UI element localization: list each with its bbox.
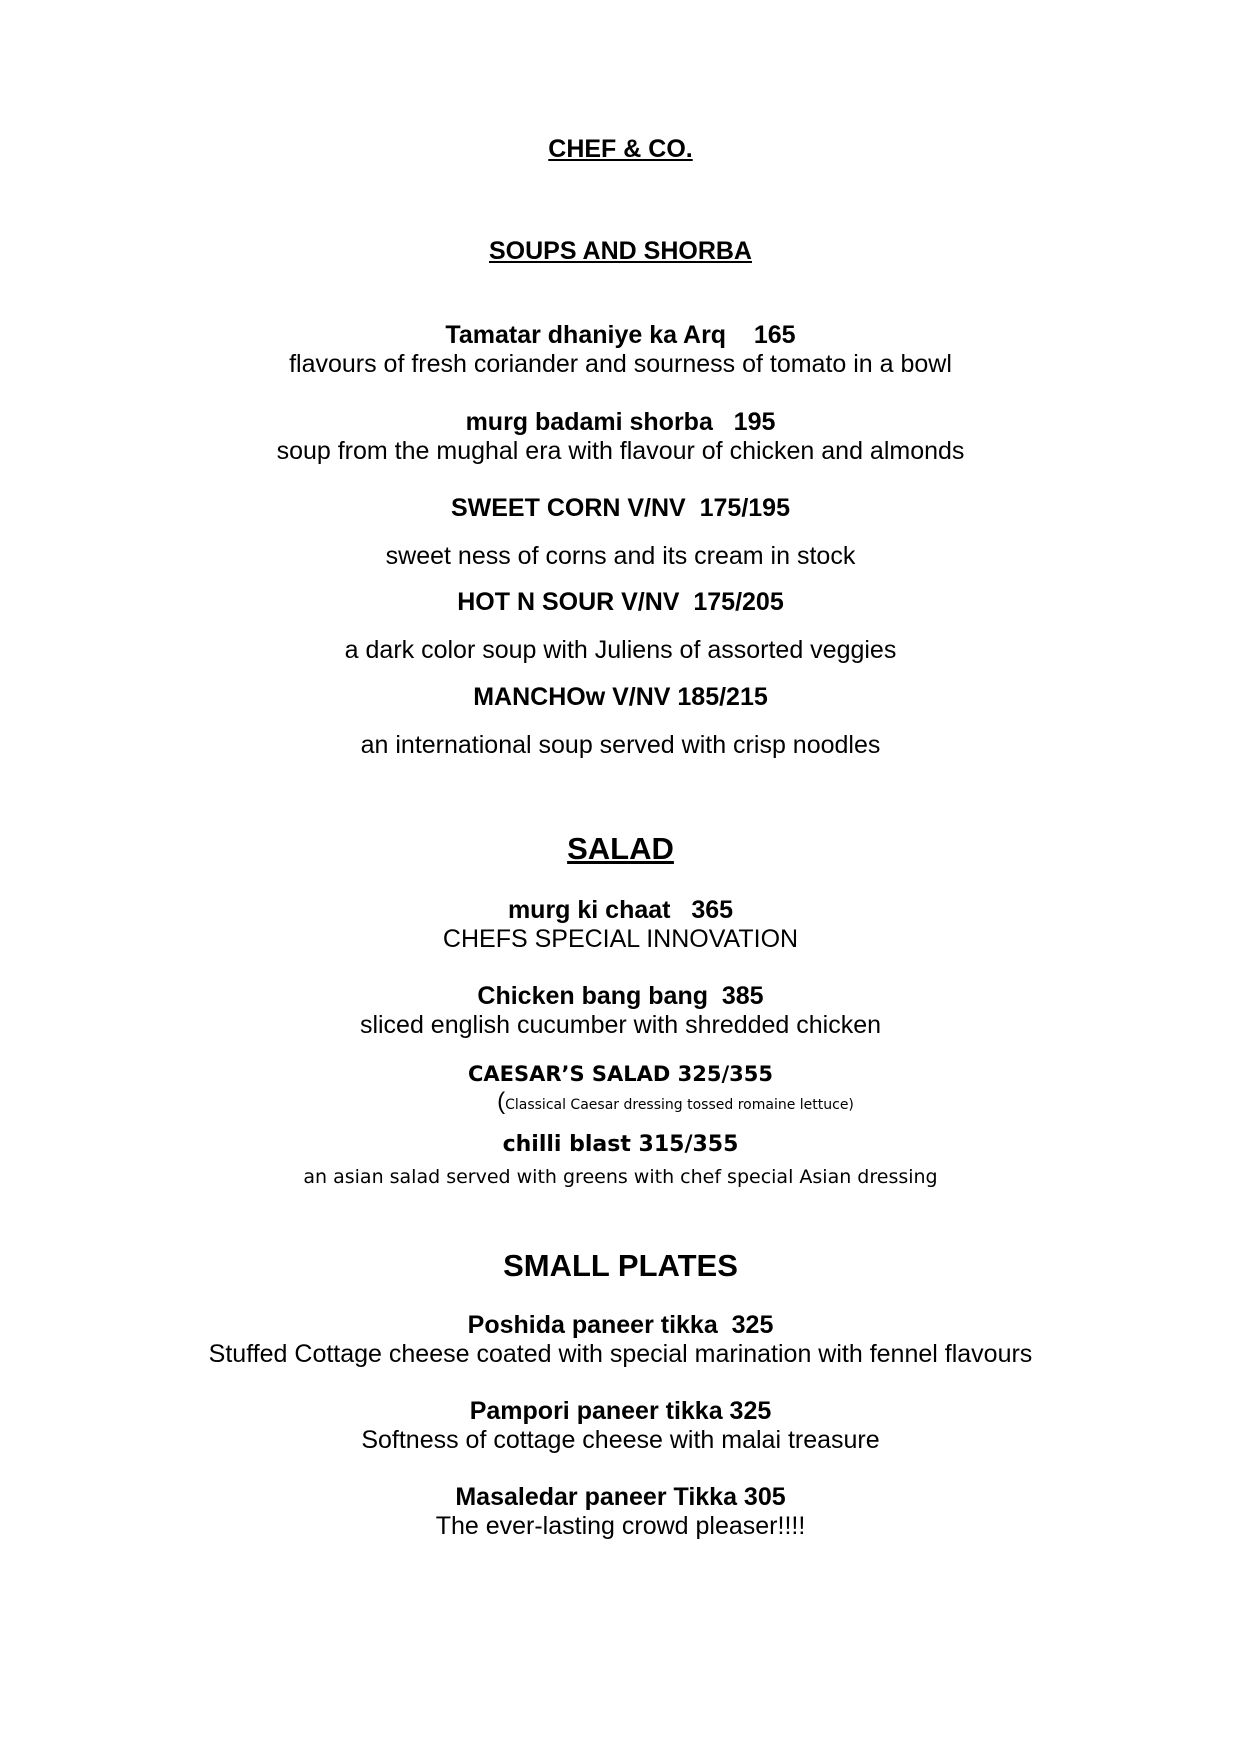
item-description: sweet ness of corns and its cream in stock	[385, 542, 856, 570]
item-description: an asian salad served with greens with chef special Asian dressing	[303, 1166, 938, 1188]
item-description: an international soup served with crisp noodles	[360, 731, 881, 759]
item-description: Softness of cottage cheese with malai treasure	[361, 1426, 880, 1454]
item-description: soup from the mughal era with flavour of chicken and almonds	[276, 437, 965, 465]
item-description-line	[55, 1088, 1241, 1116]
item-description: The ever-lasting crowd pleaser!!!!	[435, 1512, 806, 1540]
item-name: SWEET CORN V/NV 175/195	[450, 494, 790, 522]
item-name: murg badami shorba 195	[465, 408, 776, 436]
item-name: chilli blast 315/355	[502, 1132, 739, 1157]
item-description: Stuffed Cottage cheese coated with special marination with fennel flavours	[208, 1340, 1033, 1368]
item-name: MANCHOw V/NV 185/215	[473, 683, 768, 711]
section-title-soups: SOUPS AND SHORBA	[489, 237, 752, 265]
item-name: Poshida paneer tikka 325	[467, 1311, 774, 1339]
item-name: CAESAR’S SALAD 325/355	[467, 1062, 774, 1086]
open-paren: (	[497, 1088, 506, 1115]
item-description: sliced english cucumber with shredded chicken	[359, 1011, 882, 1039]
item-name: HOT N SOUR V/NV 175/205	[457, 588, 784, 616]
item-name: Chicken bang bang 385	[477, 982, 764, 1010]
item-name: murg ki chaat 365	[507, 896, 734, 924]
item-description: flavours of fresh coriander and sourness of tomato in a bowl	[289, 350, 952, 378]
item-description: a dark color soup with Juliens of assorted veggies	[344, 636, 897, 664]
section-title-salad: SALAD	[567, 831, 674, 866]
restaurant-title: CHEF & CO.	[548, 135, 693, 163]
item-description: Classical Caesar dressing tossed romaine lettuce)	[505, 1097, 854, 1113]
item-name: Pampori paneer tikka 325	[469, 1397, 772, 1425]
section-title-small-plates: SMALL PLATES	[503, 1248, 738, 1283]
item-description: CHEFS SPECIAL INNOVATION	[442, 925, 799, 953]
item-name: Masaledar paneer Tikka 305	[455, 1483, 786, 1511]
item-name: Tamatar dhaniye ka Arq 165	[445, 321, 796, 349]
